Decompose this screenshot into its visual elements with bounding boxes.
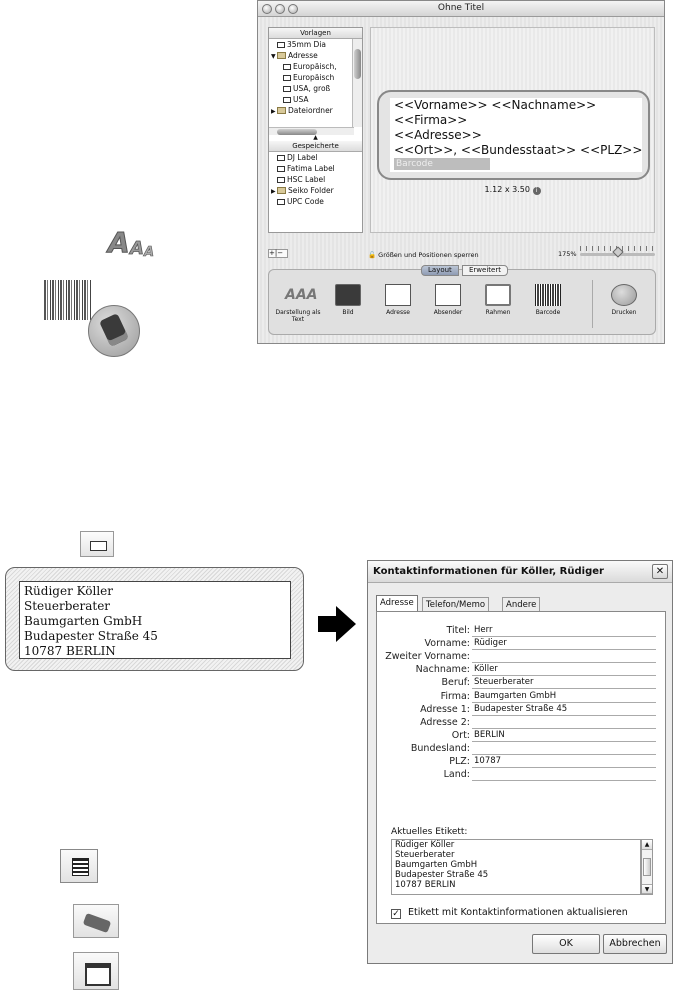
current-label-line: Budapester Straße 45 <box>395 870 489 880</box>
current-label-scrollbar[interactable] <box>641 839 653 895</box>
field-input[interactable]: Herr <box>472 624 656 637</box>
lock-icon: 🔓 <box>368 251 377 259</box>
label-icon <box>277 199 285 205</box>
arrow-right-icon-head <box>336 606 356 642</box>
tab-advanced[interactable]: Erweitert <box>462 265 508 276</box>
field-row <box>377 663 665 676</box>
barcode-placeholder[interactable]: Barcode <box>394 158 490 170</box>
text-style-icon <box>104 222 162 262</box>
saved-item[interactable] <box>269 163 362 174</box>
address-label-text <box>19 581 291 659</box>
label-printer-icon <box>88 305 140 357</box>
image-icon <box>335 284 361 306</box>
tool-label: Darstellung als Text <box>275 309 321 323</box>
tool-label: Bild <box>342 309 354 316</box>
template-item[interactable] <box>269 39 352 50</box>
barcode-icon <box>535 284 561 306</box>
tool-address[interactable] <box>375 284 421 316</box>
scroll-thumb[interactable] <box>354 49 361 79</box>
current-label-box[interactable] <box>391 839 641 895</box>
label-canvas[interactable] <box>370 27 655 233</box>
current-label-title: Aktuelles Etikett: <box>391 827 468 837</box>
info-icon[interactable]: i <box>533 187 541 195</box>
address-line: Steuerberater <box>24 599 111 613</box>
field-label: Titel: <box>446 625 470 636</box>
address-line: Budapester Straße 45 <box>24 629 158 643</box>
field-input[interactable]: Köller <box>472 663 656 676</box>
saved-item-label: UPC Code <box>287 197 324 206</box>
label-line[interactable]: <<Ort>>, <<Bundesstaat>> <<PLZ>> <box>394 143 643 157</box>
label-line[interactable]: <<Adresse>> <box>394 128 482 142</box>
saved-item-label: Seiko Folder <box>288 186 334 195</box>
saved-list <box>269 152 362 207</box>
field-input[interactable]: Budapester Straße 45 <box>472 703 656 716</box>
svg-text:A: A <box>108 226 130 259</box>
tool-barcode[interactable] <box>525 284 571 316</box>
field-row <box>377 703 665 716</box>
tab-address[interactable]: Adresse <box>376 595 418 612</box>
field-label: Adresse 2: <box>420 716 470 728</box>
disclosure-open-icon[interactable]: ▼ <box>271 53 276 60</box>
saved-item[interactable] <box>269 174 362 185</box>
saved-header: Gespeicherte <box>269 141 362 152</box>
field-input[interactable] <box>472 768 656 781</box>
field-label: Beruf: <box>441 677 470 689</box>
address-line: 10787 BERLIN <box>24 644 116 658</box>
field-label: Bundesland: <box>410 742 470 754</box>
field-input[interactable]: Baumgarten GmbH <box>472 690 656 703</box>
disclosure-closed-icon[interactable]: ▶ <box>271 188 276 195</box>
label-size-text: 1.12 x 3.50 <box>484 185 530 194</box>
sender-icon <box>435 284 461 306</box>
field-row <box>377 624 665 637</box>
label-preview[interactable] <box>377 90 650 180</box>
address-label-sample <box>5 567 304 671</box>
barcode-icon <box>44 280 92 320</box>
zoom-level: 175% <box>558 250 577 258</box>
saved-item[interactable] <box>269 196 362 207</box>
cancel-button[interactable]: Abbrechen <box>603 934 667 954</box>
update-label-text: Etikett mit Kontaktinformationen aktualisieren <box>408 907 628 918</box>
current-label-line: Rüdiger Köller <box>395 840 455 850</box>
address-icon <box>385 284 411 306</box>
import-folder-icon <box>73 952 119 990</box>
splitter-handle[interactable]: ▲ <box>313 134 318 141</box>
toolbar-separator <box>592 280 593 328</box>
saved-item-label: DJ Label <box>287 153 318 162</box>
tool-label: Absender <box>433 309 463 316</box>
label-line[interactable]: <<Firma>> <box>394 113 468 127</box>
template-item[interactable] <box>269 72 352 83</box>
address-label-icon <box>80 531 114 557</box>
current-label-line: 10787 BERLIN <box>395 880 456 890</box>
template-browser <box>268 27 363 233</box>
disclosure-closed-icon[interactable]: ▶ <box>271 108 276 115</box>
field-input[interactable] <box>472 716 656 729</box>
window-titlebar <box>258 1 664 17</box>
ok-button[interactable]: OK <box>532 934 600 954</box>
contact-list-icon <box>60 849 98 883</box>
saved-item-label: HSC Label <box>287 175 326 184</box>
label-icon <box>283 64 291 70</box>
tool-sender[interactable] <box>425 284 471 316</box>
close-icon[interactable]: ✕ <box>652 564 668 579</box>
frame-icon <box>485 284 511 306</box>
saved-item[interactable] <box>269 185 362 196</box>
field-row <box>377 742 665 755</box>
current-label-line: Steuerberater <box>395 850 455 860</box>
field-input[interactable]: BERLIN <box>472 729 656 742</box>
tool-label: Adresse <box>386 309 410 316</box>
field-row <box>377 690 665 703</box>
template-item-label: Adresse <box>288 51 318 60</box>
address-line: Rüdiger Köller <box>24 584 113 598</box>
update-label-checkbox[interactable]: ✓ <box>392 909 400 919</box>
svg-text:A: A <box>130 238 144 259</box>
tool-label: Rahmen <box>485 309 511 316</box>
label-icon <box>283 86 291 92</box>
label-icon <box>277 42 285 48</box>
text-aaa-icon: AAA <box>285 287 318 303</box>
scroll-thumb[interactable] <box>643 858 651 876</box>
label-text-area[interactable] <box>390 98 642 172</box>
templates-header: Vorlagen <box>269 28 362 39</box>
folder-icon <box>277 52 286 59</box>
address-tab-panel <box>376 611 666 924</box>
tab-layout[interactable]: Layout <box>421 265 459 276</box>
tool-frame[interactable] <box>475 284 521 316</box>
scroll-down-icon[interactable]: ▼ <box>642 884 652 894</box>
tab-phone-memo[interactable]: Telefon/Memo <box>422 597 489 612</box>
field-row <box>377 676 665 689</box>
field-row <box>377 729 665 742</box>
field-label: Ort: <box>451 729 470 741</box>
field-input[interactable]: 10787 <box>472 755 656 768</box>
label-icon <box>283 75 291 81</box>
field-row <box>377 716 665 729</box>
dialog-title: Kontaktinformationen für Köller, Rüdiger <box>373 566 604 577</box>
address-line: Baumgarten GmbH <box>24 614 143 628</box>
template-item-label: USA, groß <box>293 84 331 93</box>
dialog-titlebar <box>368 561 672 583</box>
arrow-right-icon <box>318 616 338 632</box>
templates-scrollbar[interactable] <box>352 39 362 127</box>
field-row <box>377 650 665 663</box>
field-label: Land: <box>443 769 470 781</box>
lock-positions-label: Größen und Positionen sperren <box>378 251 479 259</box>
scroll-up-icon[interactable]: ▲ <box>642 840 652 850</box>
current-label-line: Baumgarten GmbH <box>395 860 478 870</box>
template-item-label: Europäisch <box>293 73 335 82</box>
template-item-label: Dateiordner <box>288 106 333 115</box>
template-item[interactable] <box>269 50 352 61</box>
field-input[interactable] <box>472 650 656 663</box>
template-item-label: 35mm Dia <box>287 40 326 49</box>
update-label-option[interactable] <box>391 907 628 919</box>
window-title: Ohne Titel <box>437 3 485 13</box>
label-icon <box>283 97 291 103</box>
tool-image[interactable] <box>325 284 371 316</box>
folder-icon <box>277 107 286 114</box>
field-label: Nachname: <box>415 664 470 676</box>
field-label: Vorname: <box>424 638 470 650</box>
lock-positions-option[interactable] <box>368 251 479 259</box>
print-icon <box>611 284 637 306</box>
field-label: Adresse 1: <box>420 703 470 715</box>
tab-other[interactable]: Andere <box>502 597 540 612</box>
field-label: Firma: <box>440 690 470 702</box>
tool-text[interactable] <box>275 284 321 323</box>
tool-label: Drucken <box>611 309 637 316</box>
field-row <box>377 637 665 650</box>
field-input[interactable] <box>472 742 656 755</box>
field-label: Zweiter Vorname: <box>385 651 470 663</box>
tool-print[interactable] <box>601 284 647 316</box>
label-icon <box>277 155 285 161</box>
field-input[interactable]: Rüdiger <box>472 637 656 650</box>
template-item[interactable] <box>269 83 352 94</box>
insert-contact-icon <box>73 904 119 938</box>
template-item[interactable] <box>269 105 352 116</box>
folder-icon <box>277 187 286 194</box>
label-size <box>371 185 654 195</box>
label-line[interactable]: <<Vorname>> <<Nachname>> <box>394 98 597 112</box>
template-item-label: USA <box>293 95 309 104</box>
add-remove-buttons[interactable]: +|− <box>268 249 288 258</box>
field-label: PLZ: <box>449 756 470 767</box>
saved-item-label: Fatima Label <box>287 164 335 173</box>
field-row <box>377 768 665 781</box>
saved-item[interactable] <box>269 152 362 163</box>
template-item[interactable] <box>269 94 352 105</box>
mac-label-window <box>257 0 665 344</box>
field-row <box>377 755 665 768</box>
svg-text:A: A <box>144 245 155 260</box>
templates-list <box>269 39 352 127</box>
label-icon <box>277 177 285 183</box>
tool-drawer <box>268 266 656 335</box>
template-item-label: Europäisch, <box>293 62 337 71</box>
label-icon <box>277 166 285 172</box>
field-input[interactable]: Steuerberater <box>472 676 656 689</box>
tool-label: Barcode <box>535 309 561 316</box>
templates-hscrollbar[interactable] <box>269 127 354 135</box>
template-item[interactable] <box>269 61 352 72</box>
contact-info-dialog <box>367 560 673 964</box>
